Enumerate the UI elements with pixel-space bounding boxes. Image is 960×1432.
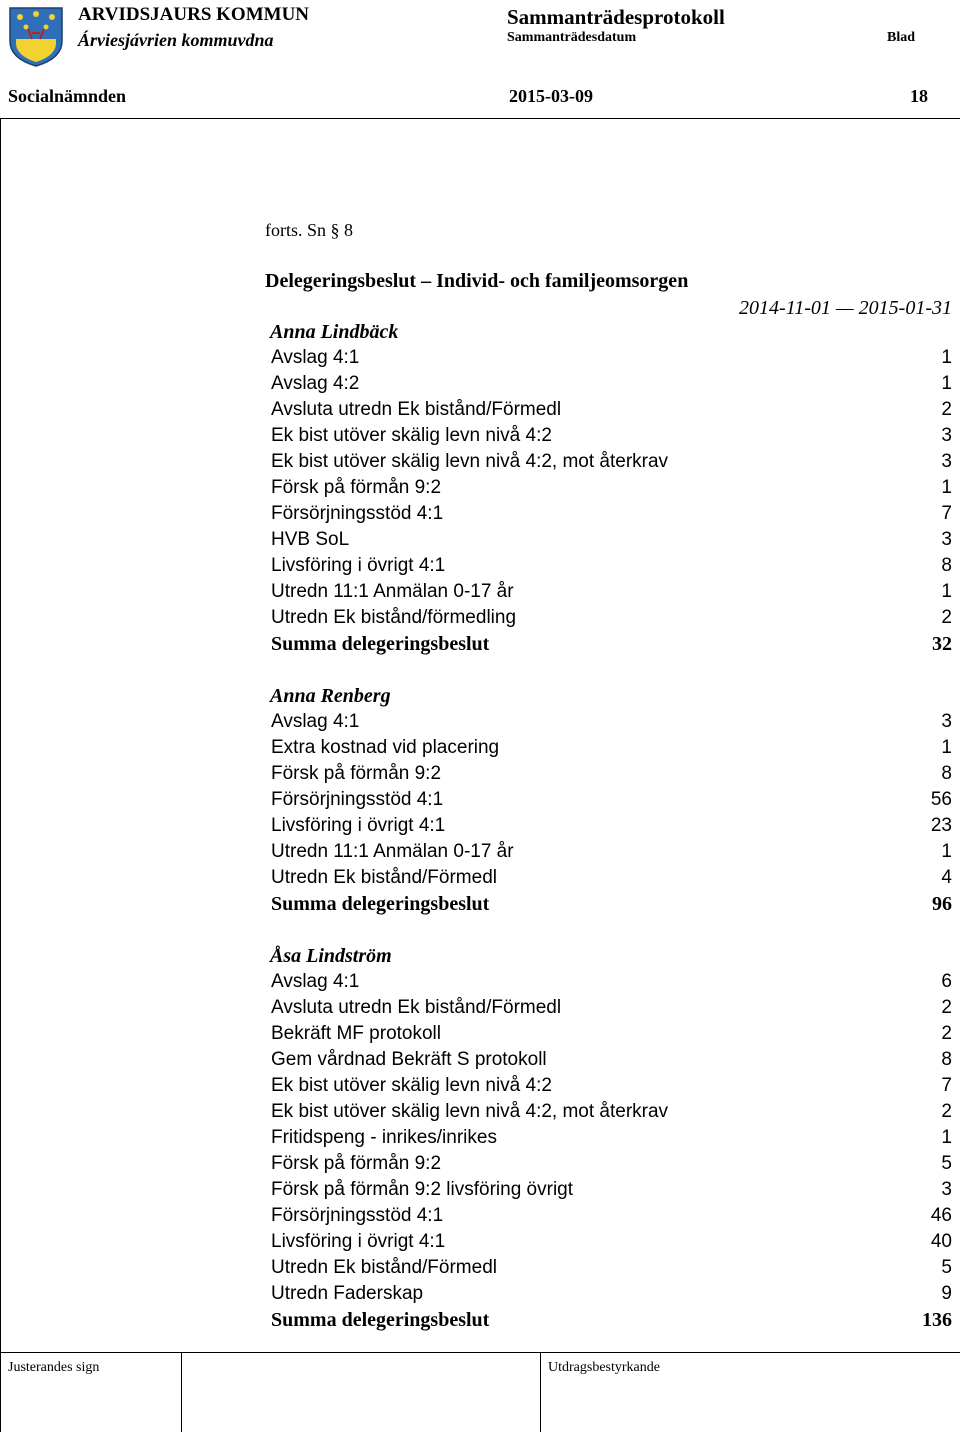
sum-row [271, 1307, 952, 1333]
person-name: Anna Lindbäck [270, 321, 399, 343]
decision-count: 7 [941, 1075, 952, 1096]
decision-label: Försk på förmån 9:2 [271, 763, 442, 784]
decision-row [271, 423, 952, 449]
decision-count: 9 [941, 1283, 952, 1304]
person-name: Anna Renberg [270, 685, 391, 707]
decision-row [271, 735, 952, 761]
sum-value: 32 [932, 633, 952, 655]
decision-count: 2 [941, 1101, 952, 1122]
decision-count: 8 [941, 1049, 952, 1070]
decision-row [271, 1151, 952, 1177]
document-title: Sammanträdesprotokoll [507, 5, 725, 29]
decision-label: Livsföring i övrigt 4:1 [271, 815, 446, 836]
decision-label: Bekräft MF protokoll [271, 1023, 441, 1044]
meeting-date: 2015-03-09 [509, 86, 593, 106]
person-name: Åsa Lindström [270, 945, 392, 967]
decision-count: 1 [941, 373, 952, 394]
left-margin-line [0, 118, 1, 1432]
decision-label: Extra kostnad vid placering [271, 737, 500, 758]
organization-sami-name: Árviesjávrien kommuvdna [78, 30, 274, 50]
decision-count: 3 [941, 425, 952, 446]
decision-count: 6 [941, 971, 952, 992]
decision-row [271, 1281, 952, 1307]
decision-label: Avslag 4:1 [271, 971, 360, 992]
header-divider [0, 118, 960, 119]
decision-count: 4 [941, 867, 952, 888]
decision-row [271, 345, 952, 371]
decision-label: Utredn 11:1 Anmälan 0-17 år [271, 581, 514, 602]
decision-count: 1 [941, 347, 952, 368]
decision-label: Ek bist utöver skälig levn nivå 4:2, mot återkrav [271, 451, 669, 472]
decision-count: 8 [941, 763, 952, 784]
decision-count: 5 [941, 1257, 952, 1278]
decision-label: Försörjningsstöd 4:1 [271, 789, 444, 810]
sum-label: Summa delegeringsbeslut [271, 1309, 490, 1331]
decision-label: Avsluta utredn Ek bistånd/Förmedl [271, 399, 562, 420]
sum-value: 136 [922, 1309, 952, 1331]
decision-label: Ek bist utöver skälig levn nivå 4:2 [271, 425, 552, 446]
decision-label: Utredn Ek bistånd/Förmedl [271, 867, 497, 888]
decision-label: Livsföring i övrigt 4:1 [271, 1231, 446, 1252]
committee-name: Socialnämnden [8, 86, 127, 106]
decision-count: 3 [941, 711, 952, 732]
section-heading: Delegeringsbeslut – Individ- och familjeomsorgen [265, 270, 689, 292]
decision-count: 1 [941, 737, 952, 758]
reporting-period: 2014-11-01 — 2015-01-31 [739, 297, 952, 319]
decision-label: Försk på förmån 9:2 livsföring övrigt [271, 1179, 574, 1200]
decision-row [271, 553, 952, 579]
decision-row [271, 813, 952, 839]
decision-label: Ek bist utöver skälig levn nivå 4:2, mot återkrav [271, 1101, 669, 1122]
decision-row [271, 605, 952, 631]
decision-label: Försk på förmån 9:2 [271, 477, 442, 498]
decision-row [271, 527, 952, 553]
decision-label: HVB SoL [271, 529, 350, 550]
decision-label: Gem vårdnad Bekräft S protokoll [271, 1049, 547, 1070]
decision-row [271, 1177, 952, 1203]
decision-label: Försörjningsstöd 4:1 [271, 503, 444, 524]
decision-count: 2 [941, 997, 952, 1018]
decision-count: 1 [941, 841, 952, 862]
footer-separator-2 [540, 1352, 541, 1432]
decision-count: 1 [941, 1127, 952, 1148]
decision-count: 2 [941, 1023, 952, 1044]
organization-name: ARVIDSJAURS KOMMUN [78, 4, 310, 25]
decision-label: Utredn 11:1 Anmälan 0-17 år [271, 841, 514, 862]
sum-label: Summa delegeringsbeslut [271, 893, 490, 915]
municipality-crest-logo [6, 5, 66, 67]
decision-row [271, 865, 952, 891]
decision-row [271, 839, 952, 865]
decision-label: Utredn Faderskap [271, 1283, 424, 1304]
decision-label: Försörjningsstöd 4:1 [271, 1205, 444, 1226]
decision-count: 2 [941, 607, 952, 628]
decision-row [271, 1229, 952, 1255]
sum-value: 96 [932, 893, 952, 915]
decision-count: 5 [941, 1153, 952, 1174]
decision-row [271, 475, 952, 501]
decision-count: 8 [941, 555, 952, 576]
decision-count: 23 [930, 815, 952, 836]
decision-count: 40 [930, 1231, 952, 1252]
decision-row [271, 449, 952, 475]
decision-row [271, 787, 952, 813]
decision-label: Fritidspeng - inrikes/inrikes [271, 1127, 497, 1148]
decision-row [271, 579, 952, 605]
decision-label: Livsföring i övrigt 4:1 [271, 555, 446, 576]
decision-count: 3 [941, 451, 952, 472]
sum-label: Summa delegeringsbeslut [271, 633, 490, 655]
decision-label: Avslag 4:1 [271, 711, 360, 732]
decision-row [271, 371, 952, 397]
continuation-marker: forts. Sn § 8 [265, 220, 354, 240]
decision-row [271, 1073, 952, 1099]
meeting-date-label: Sammanträdesdatum [507, 30, 637, 45]
decision-row [271, 995, 952, 1021]
footer-separator-1 [181, 1352, 182, 1432]
decision-row [271, 1021, 952, 1047]
decision-count: 7 [941, 503, 952, 524]
decision-row [271, 1203, 952, 1229]
decision-count: 1 [941, 477, 952, 498]
page-label: Blad [887, 30, 916, 45]
decision-row [271, 969, 952, 995]
decision-label: Ek bist utöver skälig levn nivå 4:2 [271, 1075, 552, 1096]
decision-row [271, 501, 952, 527]
decision-row [271, 397, 952, 423]
decision-count: 3 [941, 529, 952, 550]
page-number: 18 [910, 86, 928, 106]
decision-label: Avsluta utredn Ek bistånd/Förmedl [271, 997, 562, 1018]
decision-count: 3 [941, 1179, 952, 1200]
footer-divider [0, 1352, 960, 1353]
decision-row [271, 709, 952, 735]
decision-count: 1 [941, 581, 952, 602]
decision-label: Utredn Ek bistånd/förmedling [271, 607, 517, 628]
decision-count: 46 [930, 1205, 952, 1226]
decision-label: Utredn Ek bistånd/Förmedl [271, 1257, 497, 1278]
decision-label: Avslag 4:1 [271, 347, 360, 368]
decision-count: 56 [930, 789, 952, 810]
decision-row [271, 761, 952, 787]
decision-label: Försk på förmån 9:2 [271, 1153, 442, 1174]
decision-label: Avslag 4:2 [271, 373, 360, 394]
sum-row [271, 891, 952, 917]
sum-row [271, 631, 952, 657]
extract-certification-label: Utdragsbestyrkande [548, 1360, 660, 1375]
decision-count: 2 [941, 399, 952, 420]
decision-row [271, 1255, 952, 1281]
adjuster-signature-label: Justerandes sign [8, 1360, 100, 1375]
decision-row [271, 1099, 952, 1125]
decision-row [271, 1047, 952, 1073]
decision-row [271, 1125, 952, 1151]
